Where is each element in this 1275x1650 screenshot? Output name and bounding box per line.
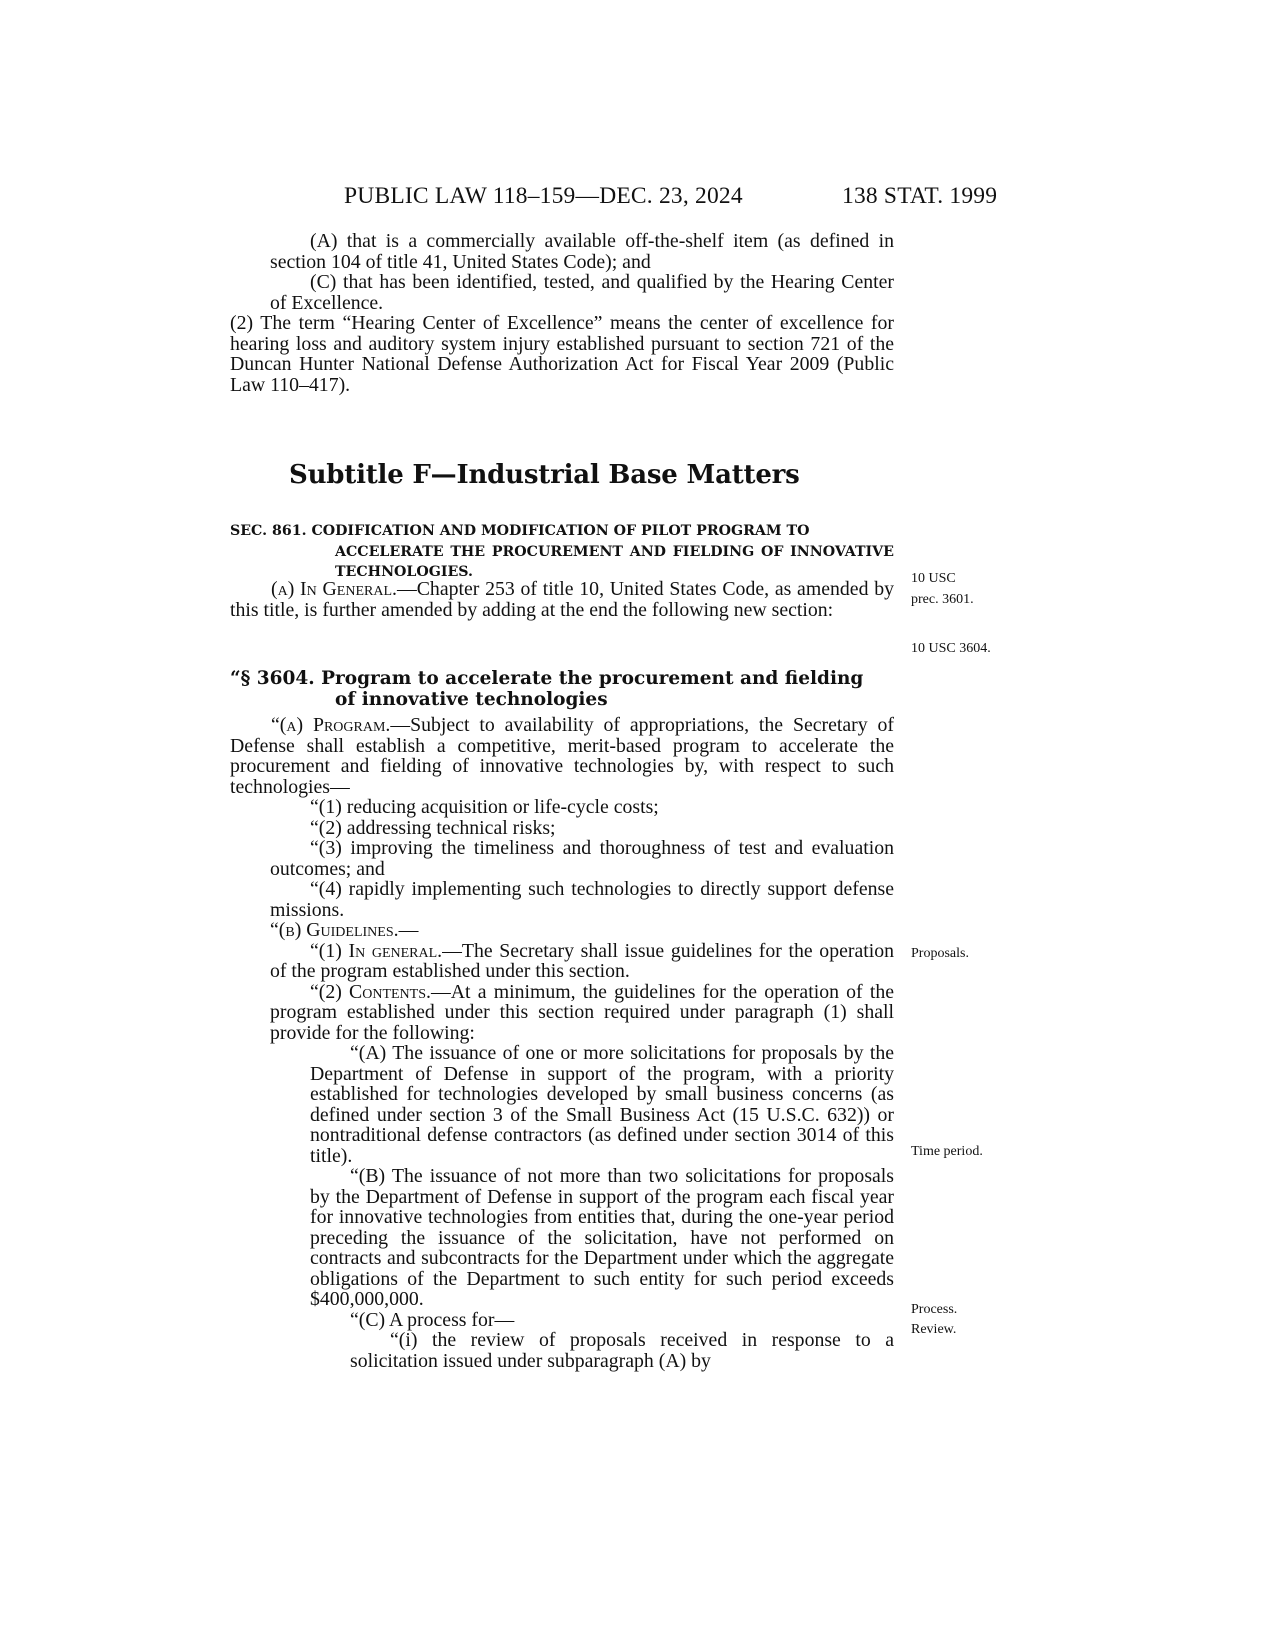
guidelines-1: “(1) In general.—The Secretary shall issue guidelines for the operation of the program established under this section. [270,939,895,982]
margin-note-time-period: Time period. [911,1144,983,1159]
term-2: (2) The term “Hearing Center of Excellence” means the center of excellence for hearing loss and auditory system injury established pursuant to section 721 of the Duncan Hunter National Defense Authorization Act for Fiscal Year 2009 (Public Law 110–417). [230,312,894,396]
subsection-a [230,579,894,620]
item-4: “(4) rapidly implementing such technologies to directly support defense missions. [270,878,894,921]
subsection-a-text: (a) In General.—Chapter 253 of title 10, United States Code, as amended by this title, is further amended by adding at the end the following new section: [230,578,894,621]
section-heading-line1: SEC. 861. CODIFICATION AND MODIFICATION OF PILOT PROGRAM TO [230,523,810,539]
guidelines-2: “(2) Contents.—At a minimum, the guidelines for the operation of the program established under this section required under paragraph (1) shall provide for the following: [270,980,895,1044]
subparagraph-a: “(A) The issuance of one or more solicitations for proposals by the Department of Defense in support of the program, with a priority established for technologies developed by small business concerns (as defined under section 3 of the Small Business Act (15 U.S.C. 632)) or nontraditional defense contractors (as defined under section 3014 of this title). [310,1042,894,1167]
program-paragraph: “(a) Program.—Subject to availability of appropriations, the Secretary of Defense shall establish a competitive, merit-based program to accelerate the procurement and fielding of innovative technologies by, with respect to such technologies— [230,714,894,798]
item-2: “(2) addressing technical risks; [310,816,556,839]
margin-note-usc-prec: 10 USC prec. 3601. [911,571,974,607]
running-header-title: PUBLIC LAW 118–159—DEC. 23, 2024 [344,183,743,209]
subtitle-heading: Subtitle F—Industrial Base Matters [289,460,800,490]
new-section-title [230,669,894,710]
item-a: (A) that is a commercially available off-the-shelf item (as defined in section 104 of title 41, United States Code); and [270,230,894,273]
running-header-page: 138 STAT. 1999 [842,183,998,209]
margin-note-review: Review. [911,1322,957,1337]
new-section-rest: of innovative technologies [335,688,608,710]
subparagraph-b: “(B) The issuance of not more than two solicitations for proposals by the Department of Defense in support of the program each fiscal year for innovative technologies from entities that, during the one-year period preceding the issuance of the solicitation, have not performed on contracts and subcontracts for the Department under which the aggregate obligations of the Department to such entity for such period exceeds $400,000,000. [310,1165,894,1310]
margin-note-proposals: Proposals. [911,946,969,961]
main-content [230,715,894,1371]
item-1: “(1) reducing acquisition or life-cycle costs; [310,796,659,818]
item-c: (C) that has been identified, tested, and qualified by the Hearing Center of Excellence. [270,271,894,314]
section-heading-rest: ACCELERATE THE PROCUREMENT AND FIELDING OF INNOVATIVE TECHNOLOGIES. [335,543,894,580]
item-3: “(3) improving the timeliness and thoroughness of test and evaluation outcomes; and [270,837,894,880]
section-heading [230,521,894,583]
new-section-line1: “§ 3604. Program to accelerate the procurement and fielding [230,668,864,689]
clause-i: “(i) the review of proposals received in response to a solicitation issued under subparagraph (A) by [350,1329,894,1372]
margin-note-process: Process. [911,1302,958,1317]
guidelines-heading: “(b) Guidelines.— [270,919,419,941]
margin-note-usc-3604: 10 USC 3604. [911,641,991,656]
top-text-block [230,230,894,396]
subparagraph-c: “(C) A process for— [350,1308,515,1331]
program-label: “(a) Program. [271,714,391,736]
subsection-a-label: (a) In General. [271,578,397,600]
